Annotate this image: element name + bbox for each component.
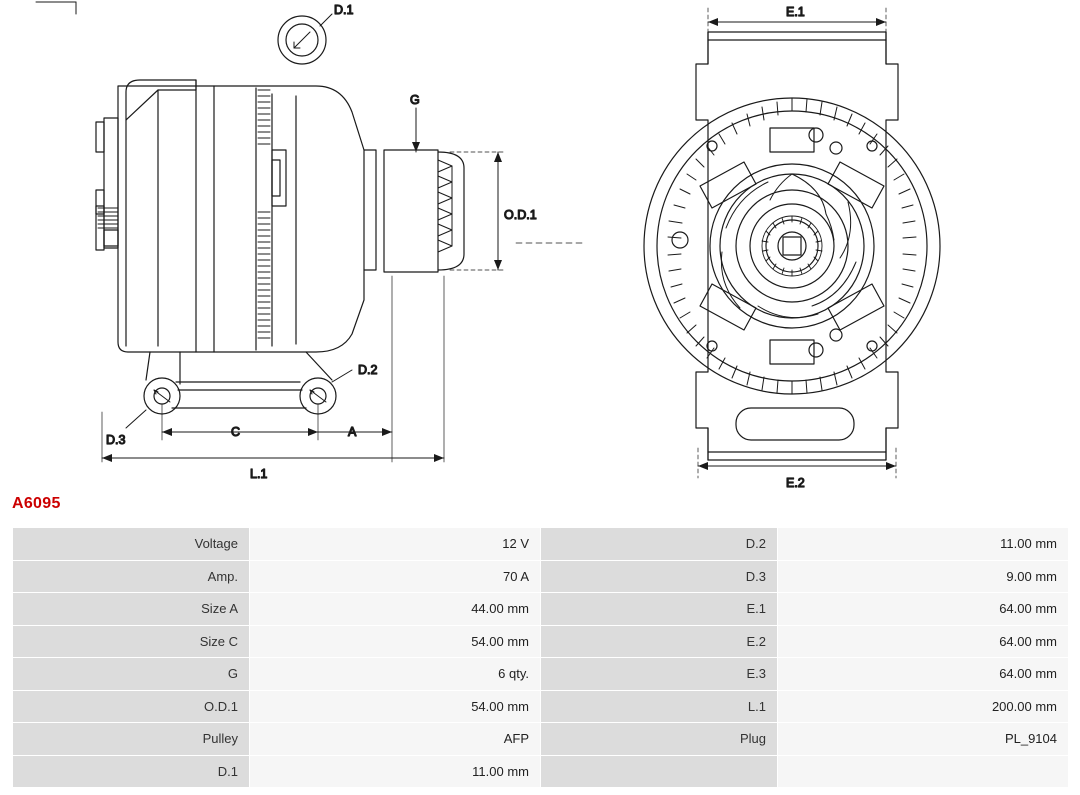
spec-value: 11.00 mm [778, 528, 1069, 561]
spec-value: 12 V [250, 528, 541, 561]
spec-label: E.3 [541, 658, 778, 691]
table-row [13, 528, 1069, 561]
specification-table [12, 527, 1069, 788]
spec-label: Size A [13, 593, 250, 626]
side-view-annotations [102, 14, 584, 462]
label-e2: E.2 [786, 476, 805, 490]
spec-label: Size C [13, 625, 250, 658]
spec-value: 44.00 mm [250, 593, 541, 626]
label-a: A [348, 425, 357, 439]
label-od1: O.D.1 [504, 208, 537, 222]
label-d1: D.1 [334, 3, 354, 17]
label-c: C [231, 425, 241, 439]
label-d2: D.2 [358, 363, 378, 377]
spec-label: E.1 [541, 593, 778, 626]
spec-label: Amp. [13, 560, 250, 593]
spec-label: D.1 [13, 755, 250, 788]
label-l1: L.1 [250, 467, 268, 481]
spec-label: D.2 [541, 528, 778, 561]
spec-value: 54.00 mm [250, 690, 541, 723]
spec-value: 64.00 mm [778, 593, 1069, 626]
spec-label: D.3 [541, 560, 778, 593]
spec-value-empty [778, 755, 1069, 788]
label-g: G [410, 93, 420, 107]
label-e1: E.1 [786, 5, 805, 19]
table-row [13, 658, 1069, 691]
spec-label: G [13, 658, 250, 691]
spec-value: 6 qty. [250, 658, 541, 691]
spec-label-empty [541, 755, 778, 788]
spec-value: 54.00 mm [250, 625, 541, 658]
table-row [13, 755, 1069, 788]
alternator-side-view [96, 80, 464, 414]
table-row [13, 560, 1069, 593]
spec-value: AFP [250, 723, 541, 756]
spec-value: 64.00 mm [778, 625, 1069, 658]
table-row [13, 625, 1069, 658]
spec-label: O.D.1 [13, 690, 250, 723]
alternator-front-view [644, 32, 940, 460]
spec-value: 70 A [250, 560, 541, 593]
spec-value: 200.00 mm [778, 690, 1069, 723]
part-number: A6095 [12, 495, 61, 512]
table-row [13, 593, 1069, 626]
spec-label: Plug [541, 723, 778, 756]
spec-label: E.2 [541, 625, 778, 658]
spec-label: L.1 [541, 690, 778, 723]
spec-value: 11.00 mm [250, 755, 541, 788]
label-d3: D.3 [106, 433, 126, 447]
spec-value: PL_9104 [778, 723, 1069, 756]
spec-label: Pulley [13, 723, 250, 756]
spec-value: 9.00 mm [778, 560, 1069, 593]
table-row [13, 723, 1069, 756]
spec-label: Voltage [13, 528, 250, 561]
table-row [13, 690, 1069, 723]
spec-value: 64.00 mm [778, 658, 1069, 691]
